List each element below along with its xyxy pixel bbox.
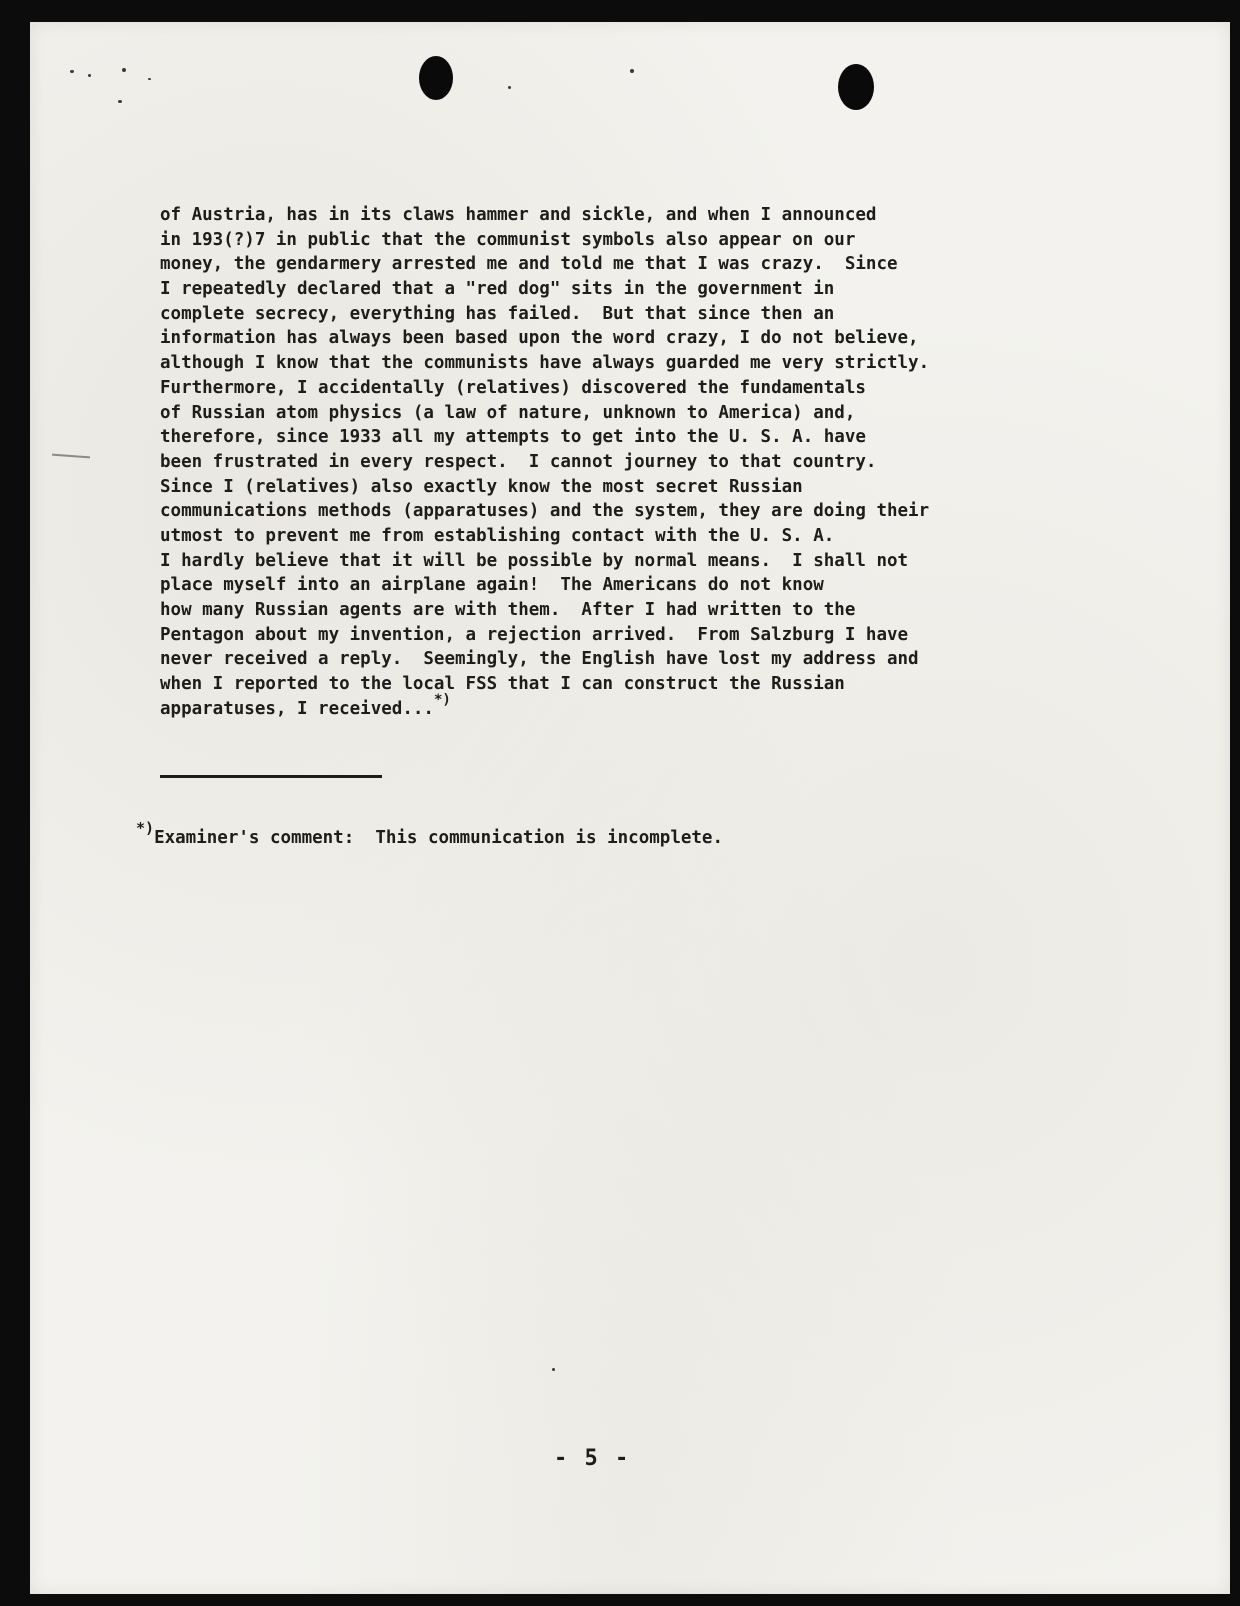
body-line: been frustrated in every respect. I cannot journey to that country. <box>160 451 877 472</box>
ink-speck <box>148 78 151 80</box>
body-line: of Russian atom physics (a law of nature, unknown to America) and, <box>160 402 856 423</box>
footnote <box>136 819 724 848</box>
body-line: complete secrecy, everything has failed. But that since then an <box>160 303 835 324</box>
ink-speck <box>552 1368 555 1371</box>
ink-speck <box>118 100 122 103</box>
footnote-text: Examiner's comment: This communication is incomplete. <box>154 828 724 848</box>
body-line: of Austria, has in its claws hammer and sickle, and when I announced <box>160 205 877 225</box>
footnote-reference: *) <box>433 691 451 708</box>
body-line: how many Russian agents are with them. After I had written to the <box>160 600 856 620</box>
page-number: - 5 - <box>554 1446 631 1471</box>
ink-speck <box>508 86 511 89</box>
body-line: although I know that the communists have always guarded me very strictly. <box>160 353 930 374</box>
body-last-text: apparatuses, I received... <box>160 698 434 719</box>
body-line: Furthermore, I accidentally (relatives) discovered the fundamentals <box>160 377 866 398</box>
body-line: when I reported to the local FSS that I can construct the Russian <box>160 674 845 695</box>
body-line: information has always been based upon the word crazy, I do not believe, <box>160 328 919 349</box>
body-line: never received a reply. Seemingly, the English have lost my address and <box>160 649 919 670</box>
body-line: money, the gendarmery arrested me and told me that I was crazy. Since <box>160 254 898 275</box>
ink-speck <box>70 70 74 73</box>
body-line: in 193(?)7 in public that the communist symbols also appear on our <box>160 229 856 250</box>
body-line: I hardly believe that it will be possible by normal means. I shall not <box>160 550 909 571</box>
body-line: Pentagon about my invention, a rejection arrived. From Salzburg I have <box>160 624 909 645</box>
body-line: utmost to prevent me from establishing contact with the U. S. A. <box>160 525 835 546</box>
punch-hole-left <box>419 56 453 100</box>
body-text <box>160 203 1100 721</box>
body-line: place myself into an airplane again! The Americans do not know <box>160 575 824 596</box>
body-line: Since I (relatives) also exactly know the most secret Russian <box>160 476 803 497</box>
ink-speck <box>88 74 91 77</box>
body-line: I repeatedly declared that a "red dog" sits in the government in <box>160 279 835 300</box>
body-line: therefore, since 1933 all my attempts to get into the U. S. A. have <box>160 427 866 448</box>
footnote-rule <box>160 775 382 778</box>
body-last-line <box>160 691 1100 722</box>
margin-mark <box>52 454 90 459</box>
punch-hole-right <box>838 64 874 110</box>
ink-speck <box>630 69 634 73</box>
ink-speck <box>122 68 126 72</box>
body-line: communications methods (apparatuses) and the system, they are doing their <box>160 501 930 522</box>
footnote-marker: *) <box>136 819 155 837</box>
